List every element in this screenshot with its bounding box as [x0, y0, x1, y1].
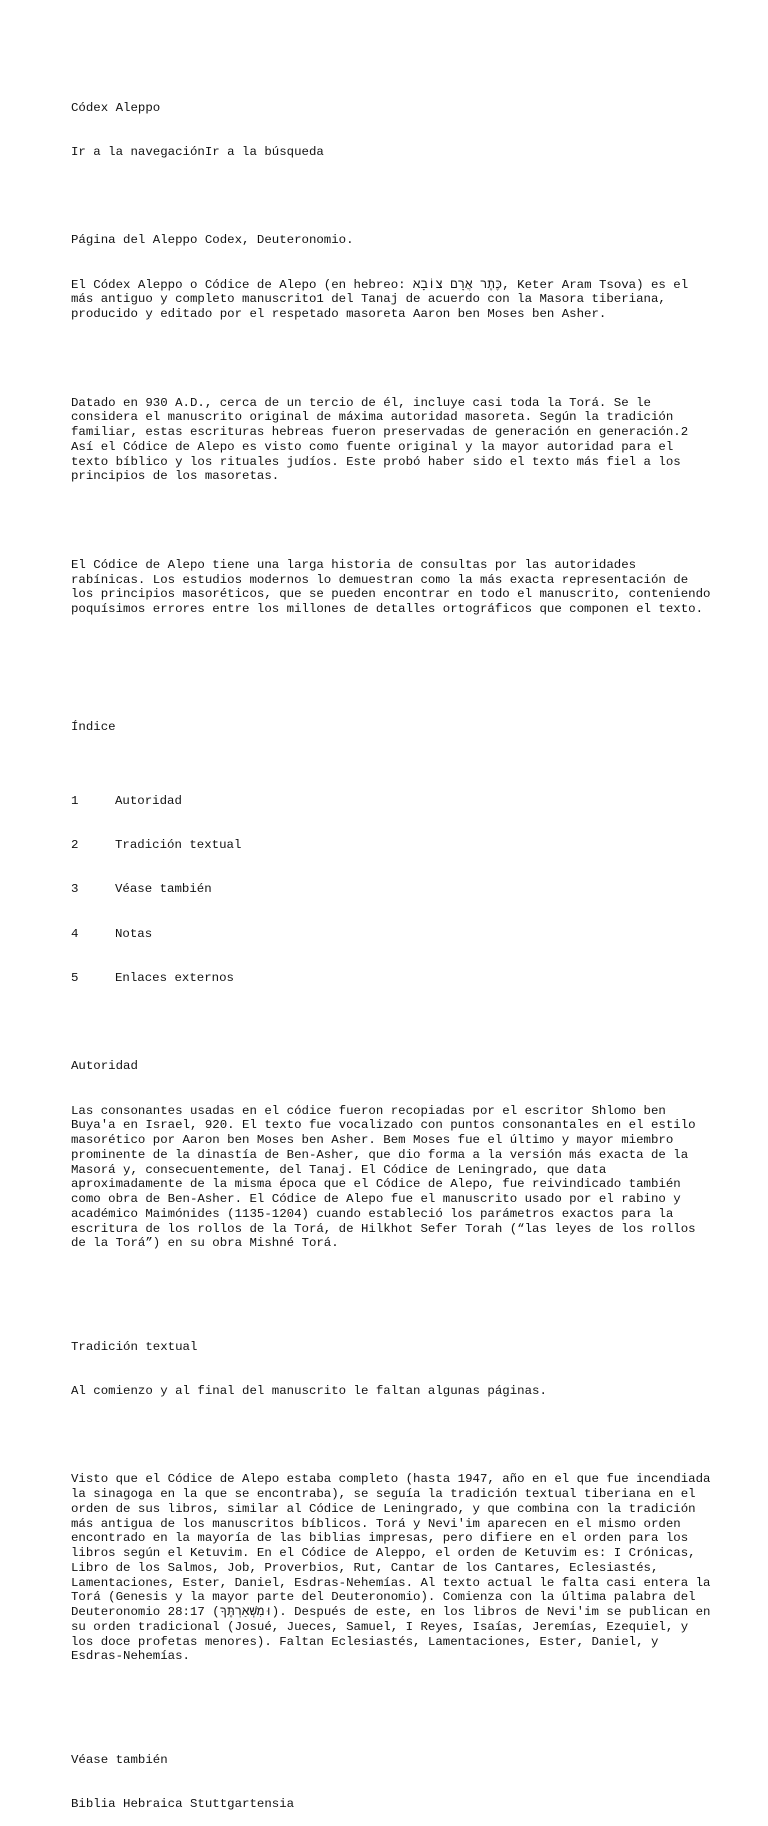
toc-item-vease-tambien[interactable] [71, 882, 711, 897]
article-title: Códex Aleppo [71, 100, 161, 115]
tradicion-paragraph-1: Al comienzo y al final del manuscrito le faltan algunas páginas. [71, 1383, 547, 1398]
toc-item-number: 4 [71, 926, 79, 941]
section-heading-autoridad: Autoridad [71, 1059, 138, 1074]
see-also-link[interactable]: Biblia Hebraica Stuttgartensia [71, 1796, 295, 1811]
toc-item-number: 1 [71, 793, 79, 808]
skip-to-search-link[interactable]: Ir a la búsqueda [204, 144, 324, 159]
toc-item-number: 2 [71, 838, 79, 852]
table-of-contents [71, 764, 711, 1015]
toc-item-autoridad[interactable] [71, 794, 711, 809]
intro-paragraph-2: Datado en 930 A.D., cerca de un tercio de él, incluye casi toda la Torá. Se le considera el manuscrito original de máxima autoridad masoreta. Según la tradición familiar, estas escrituras hebreas fueron preservadas de generación en generación.2 Así el Códice de Alepo es visto como fuente original y la mayor autoridad para el texto bíblico y los rituales judíos. Este probó haber sido el texto más fiel a los principios de los masoretas. [71, 395, 696, 484]
skip-links [71, 145, 711, 160]
toc-item-number: 5 [71, 970, 79, 985]
toc-item-number: 3 [71, 882, 79, 897]
intro-paragraph-3: El Códice de Alepo tiene una larga historia de consultas por las autoridades rabínicas. Los estudios modernos lo demuestran como la más exacta representación de los principios masoréticos, que se pueden encontrar en todo el manuscrito, conteniendo poquísimos errores entre los millones de detalles ortográficos que componen el texto. [71, 557, 718, 616]
intro-paragraph-1: El Códex Aleppo o Códice de Alepo (en hebreo: כֶּתֶר אֲרָם צוֹבָא, Keter Aram Tsova) es el más antiguo y completo manuscrito1 del Tanaj de acuerdo con la Masora tiberiana, producido y editado por el respetado masoreta Aaron ben Moses ben Asher. [71, 277, 696, 321]
skip-to-navigation-link[interactable]: Ir a la navegación [71, 144, 205, 159]
tradicion-paragraph-2: Visto que el Códice de Alepo estaba completo (hasta 1947, año en el que fue incendiada la sinagoga en la que se encontraba), se seguía la tradición textual tiberiana en el orden de sus libros, similar al Códice de Leningrado, y que combina con la tradición más antigua de los manuscritos bíblicos. Torá y Nevi'im aparecen en el mismo orden encontrado en la mayoría de las biblias impresas, pero difiere en el orden para los libros según el Ketuvim. En el Códice de Aleppo, el orden de Ketuvim es: I Crónicas, Libro de los Salmos, Job, Proverbios, Rut, Cantar de los Cantares, Eclesiastés, Lamentaciones, Ester, Daniel, Esdras-Nehemías. Al texto actual le falta casi entera la Torá (Genesis y la mayor parte del Deuteronomio). Comienza con la última palabra del Deuteronomio 28:17 (וּמִשְׁאַרְתֶּךָ). Después de este, en los libros de Nevi'im se publican en su orden tradicional (Josué, Jueces, Samuel, I Reyes, Isaías, Jeremías, Ezequiel, y los doce profetas menores). Faltan Eclesiastés, Lamentaciones, Ester, Daniel, y Esdras-Nehemías. [71, 1472, 718, 1664]
toc-heading: Índice [71, 720, 116, 734]
article-body [71, 71, 718, 1826]
toc-item-label: Tradición textual [115, 838, 242, 852]
toc-item-notas[interactable] [71, 927, 711, 942]
toc-item-label: Autoridad [115, 793, 182, 808]
section-heading-tradicion-textual: Tradición textual [71, 1339, 198, 1354]
toc-item-enlaces-externos[interactable] [71, 971, 711, 986]
toc-item-label: Enlaces externos [115, 970, 234, 985]
autoridad-paragraph: Las consonantes usadas en el códice fueron recopiadas por el escritor Shlomo ben Buya'a en Israel, 920. El texto fue vocalizado con puntos consonantales en el estilo masorético por Aaron ben Moses ben Asher. Bem Moses fue el último y mayor miembro prominente de la dinastía de Ben-Asher, que dio forma a la versión más exacta de la Masorá y, consecuentemente, del Tanaj. El Códice de Leningrado, que data aproximadamente de la misma época que el Códice de Alepo, fue reivindicado también como obra de Ben-Asher. El Códice de Alepo fue el manuscrito usado por el rabino y académico Maimónides (1135-1204) cuando estableció los parámetros exactos para la escritura de los rollos de la Torá, de Hilkhot Sefer Torah (“las leyes de los rollos de la Torá”) en su obra Mishné Torá. [71, 1103, 704, 1251]
toc-item-label: Véase también [115, 882, 212, 897]
toc-item-label: Notas [115, 926, 153, 941]
section-heading-vease-tambien: Véase también [71, 1752, 168, 1767]
image-caption: Página del Aleppo Codex, Deuteronomio. [71, 233, 354, 248]
toc-item-tradicion-textual[interactable] [71, 838, 711, 853]
